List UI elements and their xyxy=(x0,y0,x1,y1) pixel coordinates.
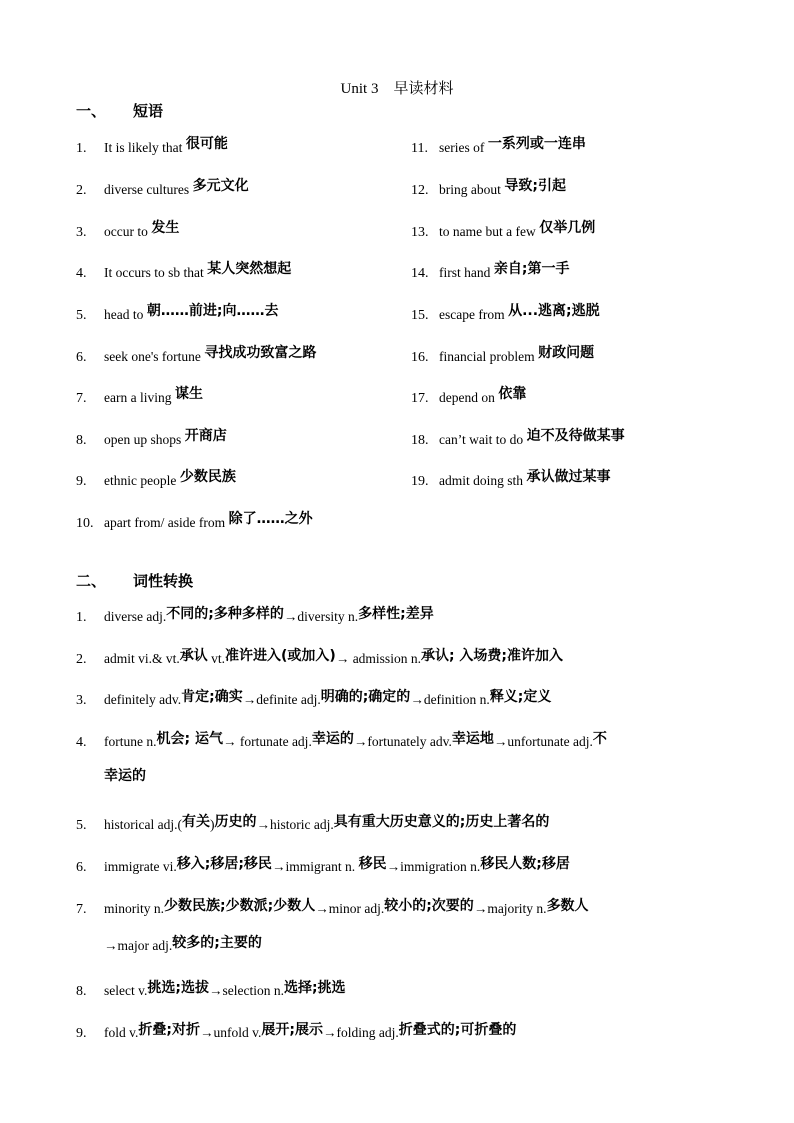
phrase-english: bring about xyxy=(439,182,501,197)
word-chinese: 有关 xyxy=(181,814,210,830)
word-chinese: 不同的;多种多样的 xyxy=(166,606,284,622)
phrase-chinese: 亲自;第一手 xyxy=(493,261,570,277)
item-number: 4. xyxy=(76,266,87,281)
phrase-english: It occurs to sb that xyxy=(104,265,204,280)
phrase-english: depend on xyxy=(439,390,495,405)
phrase-english: first hand xyxy=(439,265,491,280)
phrase-chinese: 发生 xyxy=(151,220,180,236)
word-chinese: 幸运的 xyxy=(104,768,146,784)
word-english: →unfold v. xyxy=(199,1025,262,1040)
section-number: 二、 xyxy=(76,574,107,590)
item-number: 1. xyxy=(76,610,87,625)
item-number: 2. xyxy=(76,183,87,198)
phrase-chinese: 某人突然想起 xyxy=(207,261,292,277)
item-number: 8. xyxy=(76,984,87,999)
word-form-item xyxy=(76,689,551,709)
item-number: 3. xyxy=(76,225,87,240)
word-chinese: 移民人数;移居 xyxy=(480,856,570,872)
word-english: ) xyxy=(209,817,215,832)
word-chinese: 明确的;确定的 xyxy=(320,689,411,705)
item-number: 8. xyxy=(76,433,87,448)
word-english: →selection n. xyxy=(208,983,284,998)
item-number: 17. xyxy=(411,391,429,406)
phrase-english: apart from/ aside from xyxy=(104,515,226,530)
phrase-chinese: 承认做过某事 xyxy=(526,469,611,485)
word-chinese: 不 xyxy=(592,731,607,747)
word-english: →fortunately adv. xyxy=(353,734,452,749)
phrase-item xyxy=(411,262,569,282)
phrase-item xyxy=(76,470,236,490)
word-form-item xyxy=(76,731,607,751)
item-number: 10. xyxy=(76,516,94,531)
word-chinese: 较小的;次要的 xyxy=(384,898,474,914)
item-number: 13. xyxy=(411,225,429,240)
word-chinese: 挑选;选拔 xyxy=(147,980,209,996)
word-chinese: 肯定;确实 xyxy=(181,689,243,705)
word-chinese: 准许进入(或加入) xyxy=(225,648,336,664)
phrase-chinese: 迫不及待做某事 xyxy=(526,428,625,444)
phrase-english: diverse cultures xyxy=(104,182,190,197)
word-chinese: 承认; 入场费;准许加入 xyxy=(420,648,564,664)
phrase-english: financial problem xyxy=(439,349,535,364)
phrase-chinese: 除了……之外 xyxy=(228,511,313,527)
phrase-chinese: 谋生 xyxy=(174,386,203,402)
word-english: →folding adj. xyxy=(322,1025,399,1040)
word-english: →unfortunate adj. xyxy=(493,734,593,749)
phrase-chinese: 开商店 xyxy=(184,428,227,444)
word-form-item xyxy=(76,856,570,876)
phrase-english: occur to xyxy=(104,224,148,239)
phrase-item xyxy=(411,137,586,157)
section-heading-word-forms xyxy=(76,570,193,591)
phrase-english: series of xyxy=(439,140,485,155)
phrase-english: ethnic people xyxy=(104,473,177,488)
word-chinese: 选择;挑选 xyxy=(283,980,346,996)
phrase-item xyxy=(76,304,278,324)
phrase-chinese: 从...逃离;逃脱 xyxy=(508,303,600,319)
item-number: 4. xyxy=(76,735,87,750)
word-form-item xyxy=(76,648,563,668)
phrase-item xyxy=(76,387,203,407)
phrase-item xyxy=(411,304,600,324)
phrase-item xyxy=(411,387,526,407)
item-number: 7. xyxy=(76,391,87,406)
item-number: 6. xyxy=(76,860,87,875)
item-number: 2. xyxy=(76,652,87,667)
phrase-item xyxy=(411,470,611,490)
item-number: 12. xyxy=(411,183,429,198)
item-number: 6. xyxy=(76,350,87,365)
phrase-chinese: 多元文化 xyxy=(192,178,249,194)
section-title: 词性转换 xyxy=(133,574,194,590)
word-chinese: 承认 xyxy=(179,648,208,664)
item-number: 11. xyxy=(411,141,428,156)
phrase-chinese: 导致;引起 xyxy=(504,178,566,194)
word-english: →historic adj. xyxy=(256,817,334,832)
word-chinese: 展开;展示 xyxy=(261,1022,323,1038)
word-chinese: 折叠式的;可折叠的 xyxy=(398,1022,517,1038)
word-form-item xyxy=(76,980,346,1000)
word-english: definitely adv. xyxy=(104,692,182,707)
phrase-chinese: 仅举几例 xyxy=(539,220,596,236)
word-english: →major adj. xyxy=(104,938,173,953)
word-english: fold v. xyxy=(104,1025,139,1040)
phrase-english: earn a living xyxy=(104,390,172,405)
word-form-continuation xyxy=(104,768,146,788)
phrase-chinese: 财政问题 xyxy=(538,345,595,361)
phrase-item xyxy=(76,221,179,241)
item-number: 15. xyxy=(411,308,429,323)
word-form-item xyxy=(76,898,589,918)
phrase-item xyxy=(76,429,227,449)
phrase-item xyxy=(76,137,228,157)
word-english: →immigration n. xyxy=(386,859,481,874)
word-form-continuation xyxy=(104,935,262,955)
phrase-english: admit doing sth xyxy=(439,473,523,488)
word-chinese: 多数人 xyxy=(546,898,589,914)
page-title: Unit 3 早读材料 xyxy=(340,81,454,97)
word-chinese: 具有重大历史意义的;历史上著名的 xyxy=(333,814,550,830)
phrase-item xyxy=(76,262,291,282)
item-number: 1. xyxy=(76,141,87,156)
word-form-item xyxy=(76,814,549,834)
item-number: 3. xyxy=(76,693,87,708)
phrase-item xyxy=(76,346,316,366)
item-number: 16. xyxy=(411,350,429,365)
item-number: 9. xyxy=(76,474,87,489)
word-english: →diversity n. xyxy=(283,609,359,624)
section-heading-phrases xyxy=(76,100,163,121)
word-chinese: 折叠;对折 xyxy=(138,1022,200,1038)
word-chinese: 移入;移居;移民 xyxy=(176,856,272,872)
word-english: →definite adj. xyxy=(242,692,321,707)
word-chinese: 幸运地 xyxy=(451,731,494,747)
phrase-english: escape from xyxy=(439,307,505,322)
word-chinese: 机会; 运气 xyxy=(156,731,223,747)
word-chinese: 幸运的 xyxy=(311,731,354,747)
phrase-item xyxy=(411,221,595,241)
phrase-item xyxy=(411,429,625,449)
phrase-chinese: 很可能 xyxy=(185,136,228,152)
word-english: → admission n. xyxy=(335,651,421,666)
word-english: → fortunate adj. xyxy=(222,734,312,749)
phrase-chinese: 依靠 xyxy=(498,386,527,402)
word-english: historical adj.( xyxy=(104,817,182,832)
word-english: vt. xyxy=(207,651,226,666)
phrase-item xyxy=(411,179,566,199)
phrase-chinese: 寻找成功致富之路 xyxy=(204,345,317,361)
word-english: →minor adj. xyxy=(315,901,385,916)
item-number: 5. xyxy=(76,818,87,833)
phrase-english: can’t wait to do xyxy=(439,432,524,447)
word-english: →majority n. xyxy=(473,901,547,916)
word-chinese: 较多的;主要的 xyxy=(172,935,262,951)
phrase-english: open up shops xyxy=(104,432,182,447)
section-number: 一、 xyxy=(76,104,107,120)
phrase-chinese: 少数民族 xyxy=(179,469,236,485)
item-number: 9. xyxy=(76,1026,87,1041)
phrase-english: to name but a few xyxy=(439,224,536,239)
word-english: select v. xyxy=(104,983,148,998)
item-number: 19. xyxy=(411,474,429,489)
word-chinese: 移民 xyxy=(358,856,387,872)
word-english: diverse adj. xyxy=(104,609,167,624)
item-number: 14. xyxy=(411,266,429,281)
phrase-english: It is likely that xyxy=(104,140,183,155)
word-english: immigrate vi. xyxy=(104,859,177,874)
item-number: 18. xyxy=(411,433,429,448)
word-english: →immigrant n. xyxy=(271,859,359,874)
phrase-chinese: 一系列或一连串 xyxy=(487,136,586,152)
phrase-english: head to xyxy=(104,307,144,322)
item-number: 7. xyxy=(76,902,87,917)
phrase-item xyxy=(411,346,594,366)
word-chinese: 历史的 xyxy=(214,814,257,830)
phrase-english: seek one's fortune xyxy=(104,349,201,364)
word-chinese: 多样性;差异 xyxy=(358,606,434,622)
word-chinese: 少数民族;少数派;少数人 xyxy=(164,898,316,914)
phrase-item xyxy=(76,512,313,532)
section-title: 短语 xyxy=(133,104,164,120)
word-english: fortune n. xyxy=(104,734,157,749)
word-english: →definition n. xyxy=(410,692,490,707)
word-form-item xyxy=(76,1022,516,1042)
item-number: 5. xyxy=(76,308,87,323)
word-english: admit vi.& vt. xyxy=(104,651,180,666)
phrase-item xyxy=(76,179,249,199)
phrase-chinese: 朝……前进;向……去 xyxy=(146,303,279,319)
word-form-item xyxy=(76,606,434,626)
word-chinese: 释义;定义 xyxy=(489,689,552,705)
word-english: minority n. xyxy=(104,901,164,916)
